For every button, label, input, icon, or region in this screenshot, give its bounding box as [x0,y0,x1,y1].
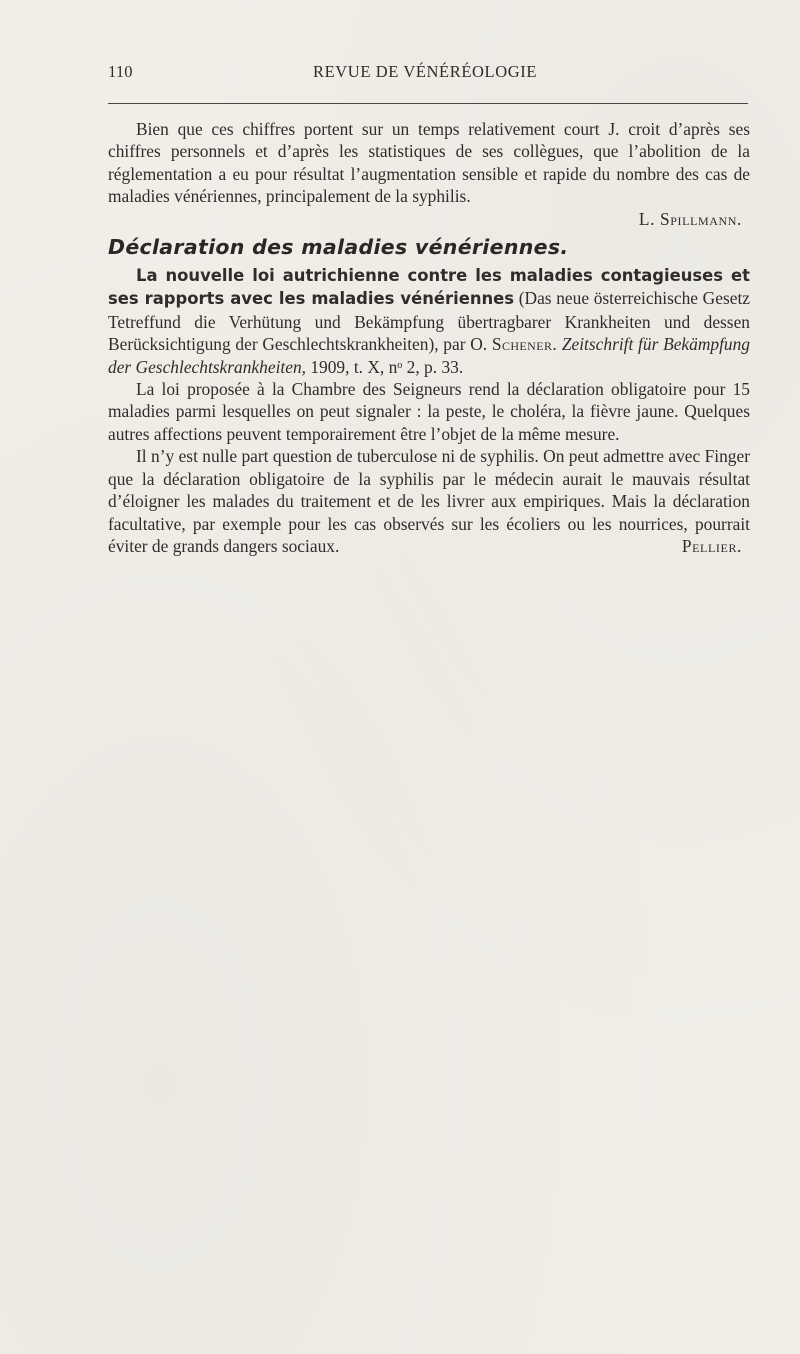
reference-journal: Zeitschrift für Bekämpfung der Geschlechtskrankheiten, [108,334,751,377]
reference-details: 1909, t. X, nᵒ 2, p. 33. [306,356,464,377]
signature-line [108,208,750,230]
page-number: 110 [108,62,133,81]
running-title: REVUE DE VÉNÉRÉOLOGIE [313,62,538,81]
paragraph-text: Bien que ces chiffres portent sur un temps relativement court J. croit d’après ses chiffres personnels et d’après les statistiques de ses collègues, que l’abolition de la réglementation a eu pour résultat l’augmentation sensible et rapide du nombre des cas de maladies vénériennes, principalement de la syphilis. [108,119,750,207]
bibliographic-reference [108,264,750,378]
article-body [108,118,750,557]
paragraph-text: Il n’y est nulle part question de tuberculose ni de syphilis. On peut admettre avec Finger que la déclaration obligatoire de la syphilis par le médecin aurait le mauvais résultat d’éloigner les malades du traitement et de les livrer aux empiriques. Mais la déclaration facultative, par exemple pour les cas observés sur les écoliers ou les nourrices, pourrait éviter de grands dangers sociaux. [108,446,750,556]
signature-spillmann: L. Spillmann. [638,208,742,229]
section-heading: Déclaration des maladies vénériennes. [108,235,569,260]
header-rule [108,103,748,104]
paragraph-loi-proposee [108,378,750,445]
reference-german-title: (Das neue österreichische Gesetz Tetreffund die Verhütung und Bekämpfung übertragbarer Krankheiten und dessen Berücksichtigung der Geschlechtskrankheiten), par O. [108,288,750,355]
paragraph-text: La loi proposée à la Chambre des Seigneurs rend la déclaration obligatoire pour 15 maladies parmi lesquelles on peut signaler : la peste, le choléra, la fièvre jaune. Quelques autres affections peuvent temporairement être l’objet de la même mesure. [108,379,750,444]
reference-title: La nouvelle loi autrichienne contre les maladies contagieuses et ses rapports avec les maladies vénériennes [108,266,750,309]
paragraph-abolition [108,118,750,208]
reference-author: Schener. [491,334,558,355]
signature-pellier: Pellier. [681,535,742,556]
running-header [108,62,748,90]
